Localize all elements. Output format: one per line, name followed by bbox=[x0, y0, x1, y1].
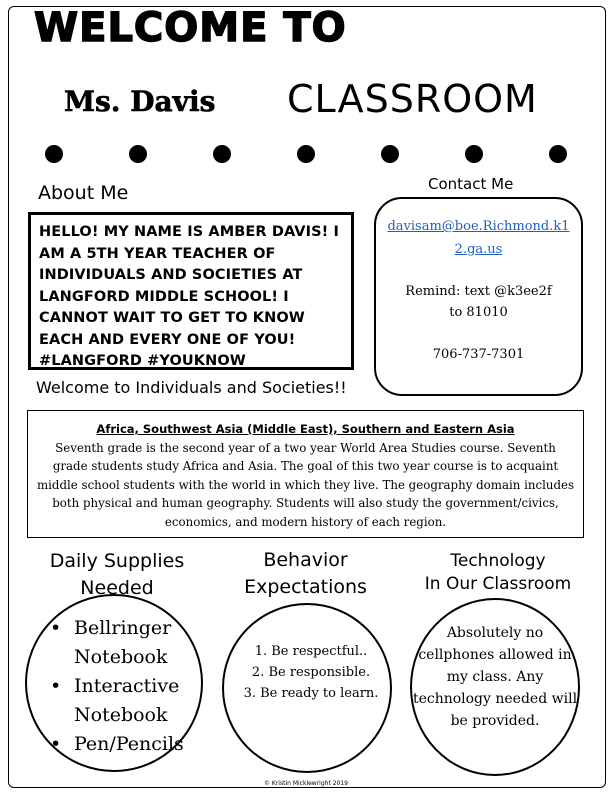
supplies-heading-line: Daily Supplies bbox=[49, 550, 185, 572]
list-item: 3. Be ready to learn. bbox=[243, 686, 379, 701]
contact-me-heading: Contact Me bbox=[428, 175, 514, 193]
supply-text: Bellringer bbox=[74, 617, 172, 639]
list-item: 2. Be responsible. bbox=[251, 665, 371, 680]
course-description-box bbox=[27, 410, 584, 538]
remind-line: Remind: text @k3ee2f bbox=[405, 284, 552, 299]
bullet-icon: • bbox=[50, 675, 62, 697]
about-line: LANGFORD MIDDLE SCHOOL! I bbox=[39, 288, 289, 305]
copyright-footer: © Kristin Micklewright 2019 bbox=[264, 780, 348, 787]
list-item: 1. Be respectful.. bbox=[254, 644, 368, 659]
supply-text: Notebook bbox=[74, 646, 168, 668]
technology-policy: Absolutely no cellphones allowed in my class. Any technology needed will be provided. bbox=[412, 625, 578, 729]
behavior-heading-line: Behavior bbox=[263, 549, 348, 571]
supply-text: Pen/Pencils bbox=[74, 733, 184, 755]
divider-dot bbox=[549, 145, 567, 163]
about-line: INDIVIDUALS AND SOCIETIES AT bbox=[39, 267, 303, 283]
technology-heading-line: In Our Classroom bbox=[424, 574, 572, 594]
about-line: AM A 5TH YEAR TEACHER OF bbox=[39, 245, 276, 262]
list-item bbox=[48, 730, 184, 759]
divider-dot bbox=[213, 145, 231, 163]
divider-dot bbox=[297, 145, 315, 163]
bullet-icon: • bbox=[50, 617, 62, 639]
supply-text: Interactive bbox=[74, 675, 180, 697]
behavior-heading bbox=[233, 547, 378, 601]
behavior-list bbox=[231, 641, 391, 704]
supply-text: Notebook bbox=[74, 704, 168, 726]
divider-dot bbox=[381, 145, 399, 163]
about-line: HELLO! MY NAME IS AMBER DAVIS! I bbox=[39, 224, 340, 240]
contact-email-link[interactable]: davisam@boe.Richmond.k12.ga.us bbox=[387, 219, 570, 257]
list-item bbox=[48, 614, 184, 672]
list-item bbox=[48, 672, 184, 730]
behavior-heading-line: Expectations bbox=[244, 576, 367, 598]
about-line: EACH AND EVERY ONE OF YOU! bbox=[39, 331, 296, 348]
classroom-title: CLASSROOM bbox=[287, 77, 538, 121]
remind-line: to 81010 bbox=[449, 305, 508, 320]
course-title: Africa, Southwest Asia (Middle East), Southern and Eastern Asia bbox=[96, 422, 515, 436]
contact-remind bbox=[384, 281, 573, 323]
technology-heading bbox=[416, 550, 580, 596]
course-description: Seventh grade is the second year of a two year World Area Studies course. Seventh grade students study Africa and Asia. The goal of this two year course is to acquaint middle school students with the world in which they live. The geography domain includes both physical and human geography. Students will also study the government/civics, economics, and modern history of each region. bbox=[36, 440, 575, 529]
teacher-name: Ms. Davis bbox=[64, 85, 216, 118]
about-me-heading: About Me bbox=[38, 182, 129, 204]
bullet-icon: • bbox=[50, 733, 62, 755]
supplies-list bbox=[48, 614, 184, 759]
page-title: WELCOME TO bbox=[34, 5, 347, 51]
welcome-subject-line: Welcome to Individuals and Societies!! bbox=[36, 378, 347, 397]
about-me-box bbox=[28, 212, 354, 370]
about-line: CANNOT WAIT TO GET TO KNOW bbox=[39, 310, 305, 326]
divider-dot bbox=[129, 145, 147, 163]
divider-dot bbox=[45, 145, 63, 163]
technology-heading-line: Technology bbox=[450, 551, 546, 571]
dot-divider bbox=[45, 145, 585, 165]
supplies-heading-line: Needed bbox=[80, 577, 154, 599]
divider-dot bbox=[465, 145, 483, 163]
contact-phone: 706-737-7301 bbox=[432, 347, 525, 362]
contact-box bbox=[374, 197, 583, 396]
about-line: #LANGFORD #YOUKNOW bbox=[39, 353, 246, 369]
